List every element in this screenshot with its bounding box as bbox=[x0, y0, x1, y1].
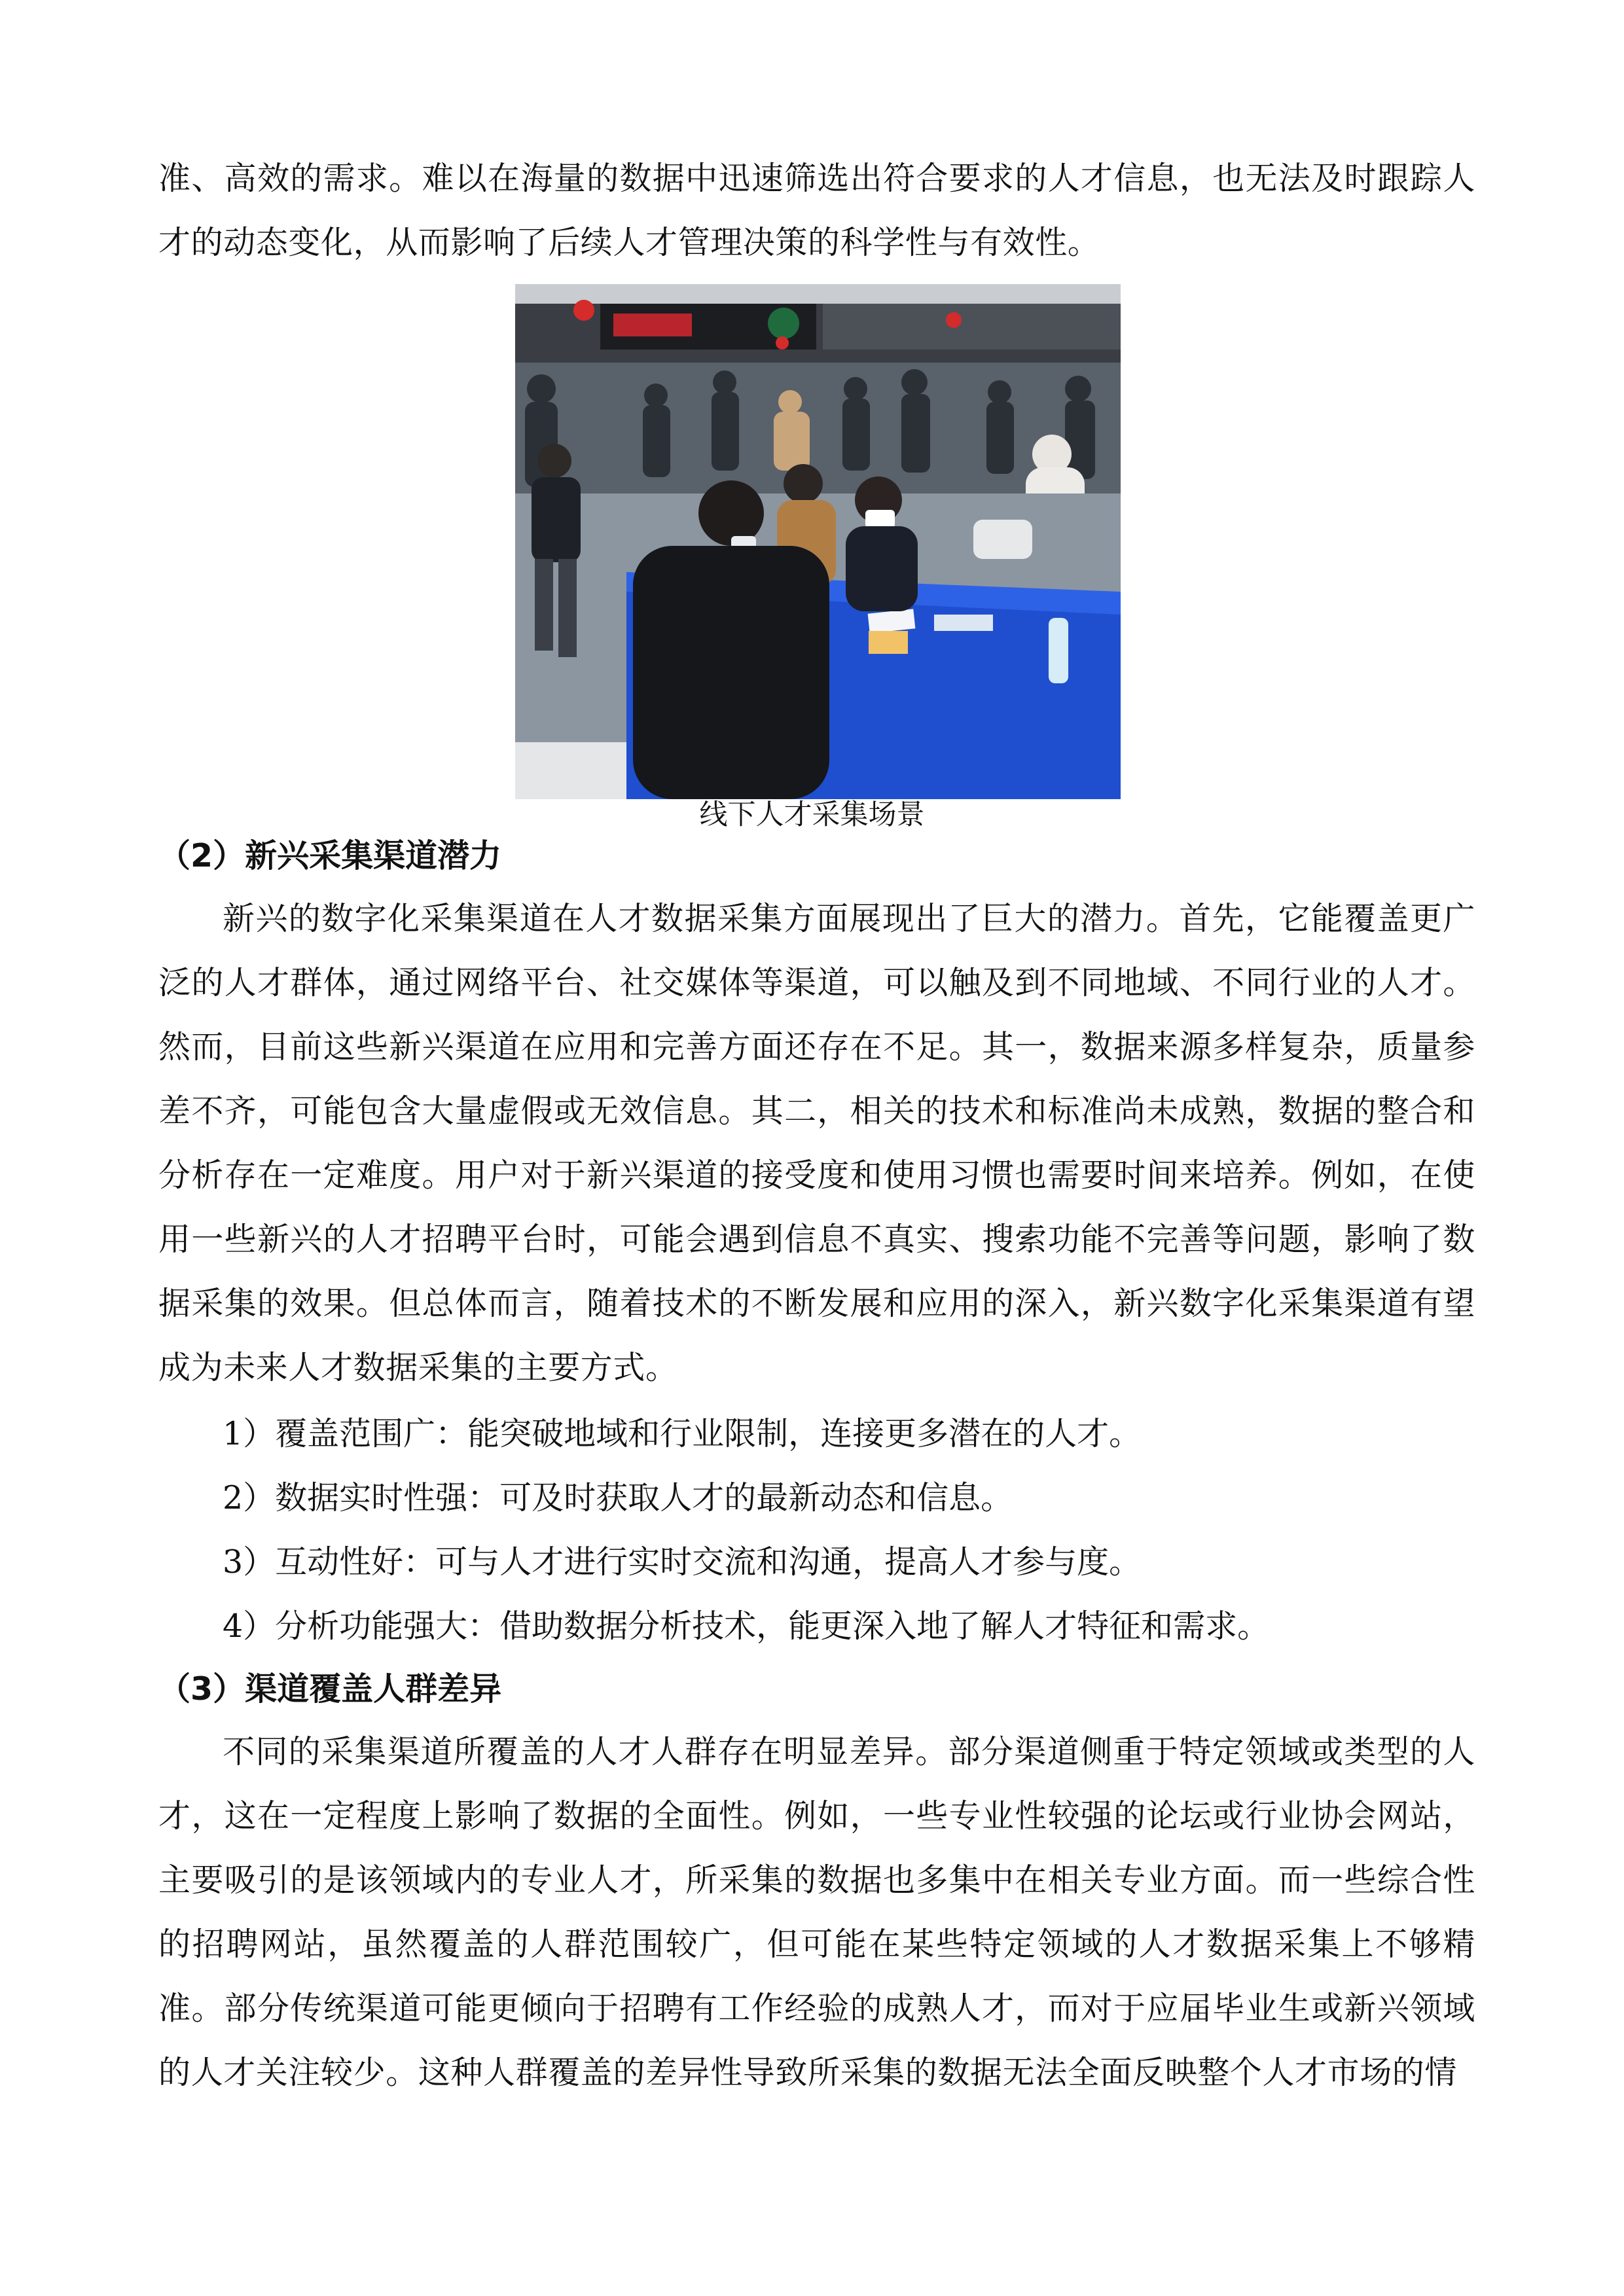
paragraph-emerging-channels: 新兴的数字化采集渠道在人才数据采集方面展现出了巨大的潜力。首先，它能覆盖更广泛的人才群体，通过网络平台、社交媒体等渠道，可以触及到不同地域、不同行业的人才。然而，目前这些新兴渠道在应用和完善方面还存在不足。其一，数据来源多样复杂，质量参差不齐，可能包含大量虚假或无效信息。其二，相关的技术和标准尚未成熟，数据的整合和分析存在一定难度。用户对于新兴渠道的接受度和使用习惯也需要时间来培养。例如，在使用一些新兴的人才招聘平台时，可能会遇到信息不真实、搜索功能不完善等问题，影响了数据采集的效果。但总体而言，随着技术的不断发展和应用的深入，新兴数字化采集渠道有望成为未来人才数据采集的主要方式。 bbox=[158, 900, 1475, 1386]
list-item: 4）分析功能强大：借助数据分析技术，能更深入地了解人才特征和需求。 bbox=[223, 1607, 1270, 1645]
recruitment-fair-photo bbox=[515, 284, 1121, 799]
list-item: 3）互动性好：可与人才进行实时交流和沟通，提高人才参与度。 bbox=[223, 1543, 1142, 1581]
advantages-list bbox=[223, 1402, 1466, 1659]
paragraph-coverage-difference: 不同的采集渠道所覆盖的人才人群存在明显差异。部分渠道侧重于特定领域或类型的人才，这在一定程度上影响了数据的全面性。例如，一些专业性较强的论坛或行业协会网站，主要吸引的是该领域内的专业人才，所采集的数据也多集中在相关专业方面。而一些综合性的招聘网站，虽然覆盖的人群范围较广，但可能在某些特定领域的人才数据采集上不够精准。部分传统渠道可能更倾向于招聘有工作经验的成熟人才，而对于应届毕业生或新兴领域的人才关注较少。这种人群覆盖的差异性导致所采集的数据无法全面反映整个人才市场的情 bbox=[158, 1733, 1475, 2091]
list-item: 1）覆盖范围广：能突破地域和行业限制，连接更多潜在的人才。 bbox=[223, 1415, 1142, 1452]
section-heading-emerging-channels: （2）新兴采集渠道潜力 bbox=[158, 837, 502, 874]
figure-caption: 线下人才采集场景 bbox=[699, 798, 925, 831]
paragraph-intro: 准、高效的需求。难以在海量的数据中迅速筛选出符合要求的人才信息，也无法及时跟踪人才的动态变化，从而影响了后续人才管理决策的科学性与有效性。 bbox=[158, 160, 1475, 261]
list-item: 2）数据实时性强：可及时获取人才的最新动态和信息。 bbox=[223, 1479, 1013, 1516]
section-heading-coverage-difference: （3）渠道覆盖人群差异 bbox=[158, 1670, 502, 1708]
recruitment-fair-illustration bbox=[515, 284, 1121, 799]
